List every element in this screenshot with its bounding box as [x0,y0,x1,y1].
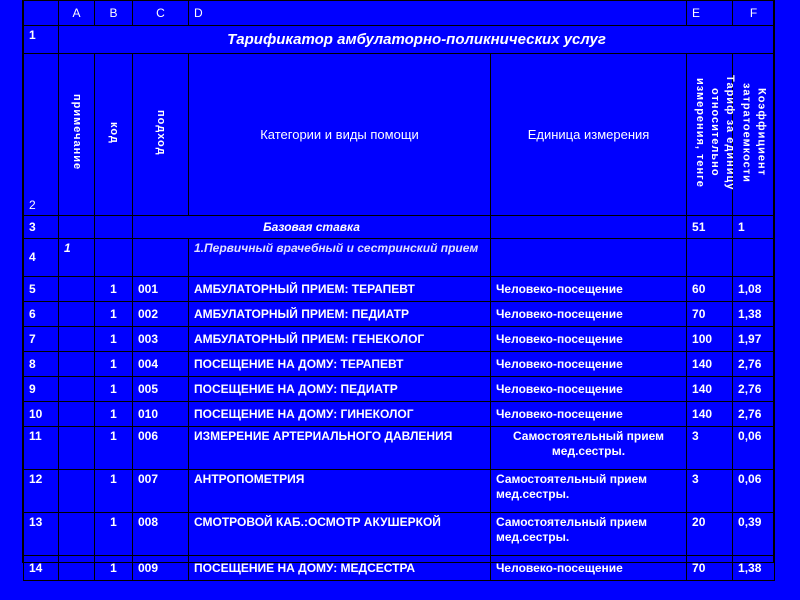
corner-cell[interactable] [24,1,59,26]
tariff-cell[interactable]: 3 [687,427,733,470]
row-number[interactable]: 10 [24,402,59,427]
approach-cell[interactable]: 004 [133,352,189,377]
tariff-cell[interactable]: 3 [687,470,733,513]
category-cell[interactable]: ПОСЕЩЕНИЕ НА ДОМУ: МЕДСЕСТРА [189,556,491,581]
category-cell[interactable]: АМБУЛАТОРНЫЙ ПРИЕМ: ГЕНЕКОЛОГ [189,327,491,352]
column-header-c[interactable]: C [133,1,189,26]
header-code-text: код [108,121,120,144]
section-title[interactable]: 1.Первичный врачебный и сестринский прием [189,239,491,277]
note-cell[interactable] [59,277,95,302]
code-cell[interactable]: 1 [95,352,133,377]
category-cell[interactable]: ИЗМЕРЕНИЕ АРТЕРИАЛЬНОГО ДАВЛЕНИЯ [189,427,491,470]
base-rate-coefficient[interactable]: 1 [733,216,775,239]
approach-cell[interactable]: 009 [133,556,189,581]
note-cell[interactable] [59,327,95,352]
headers-row [24,54,775,216]
column-header-f[interactable]: F [733,1,775,26]
approach-cell[interactable]: 001 [133,277,189,302]
header-approach [133,54,189,216]
approach-cell[interactable]: 007 [133,470,189,513]
header-coefficient [733,54,775,216]
table-row [24,556,775,581]
unit-cell[interactable]: Самостоятельный прием мед.сестры. [491,513,687,556]
table-row [24,470,775,513]
base-rate-label[interactable]: Базовая ставка [133,216,491,239]
tariff-cell[interactable]: 60 [687,277,733,302]
approach-cell[interactable]: 010 [133,402,189,427]
code-cell[interactable]: 1 [95,470,133,513]
header-tariff-text: Тариф за единицу относительно измерения, тенге [694,74,737,191]
tariff-cell[interactable]: 140 [687,377,733,402]
column-header-e[interactable]: E [687,1,733,26]
unit-cell[interactable]: Человеко-посещение [491,302,687,327]
section-code[interactable]: 1 [59,239,95,277]
unit-cell[interactable]: Человеко-посещение [491,402,687,427]
category-cell[interactable]: ПОСЕЩЕНИЕ НА ДОМУ: ПЕДИАТР [189,377,491,402]
row-number[interactable]: 9 [24,377,59,402]
unit-cell[interactable]: Человеко-посещение [491,327,687,352]
row-number[interactable]: 4 [24,239,59,277]
table-row [24,427,775,470]
note-cell[interactable] [59,470,95,513]
row-number[interactable]: 13 [24,513,59,556]
cell[interactable] [491,239,687,277]
code-cell[interactable]: 1 [95,556,133,581]
tariff-cell[interactable]: 100 [687,327,733,352]
unit-cell[interactable]: Человеко-посещение [491,377,687,402]
cell[interactable] [59,216,95,239]
section-row [24,239,775,277]
row-number[interactable]: 3 [24,216,59,239]
row-number[interactable]: 7 [24,327,59,352]
cell[interactable] [687,239,733,277]
header-unit: Единица измерения [491,54,687,216]
code-cell[interactable]: 1 [95,302,133,327]
coefficient-cell[interactable]: 2,76 [733,402,775,427]
tariff-cell[interactable]: 140 [687,402,733,427]
tariff-cell[interactable]: 70 [687,302,733,327]
note-cell[interactable] [59,402,95,427]
category-cell[interactable]: ПОСЕЩЕНИЕ НА ДОМУ: ГИНЕКОЛОГ [189,402,491,427]
row-number[interactable]: 2 [24,54,59,216]
row-number[interactable]: 11 [24,427,59,470]
base-rate-row [24,216,775,239]
table-row [24,402,775,427]
header-approach-text: подход [155,109,167,156]
unit-cell[interactable]: Самостоятельный прием мед.сестры. [491,470,687,513]
approach-cell[interactable]: 002 [133,302,189,327]
code-cell[interactable]: 1 [95,377,133,402]
cell[interactable] [491,216,687,239]
row-number[interactable]: 8 [24,352,59,377]
note-cell[interactable] [59,427,95,470]
code-cell[interactable]: 1 [95,427,133,470]
header-note [59,54,95,216]
column-header-a[interactable]: A [59,1,95,26]
tariff-cell[interactable]: 20 [687,513,733,556]
row-number[interactable]: 5 [24,277,59,302]
cell[interactable] [95,216,133,239]
note-cell[interactable] [59,302,95,327]
table-row [24,352,775,377]
unit-cell[interactable]: Человеко-посещение [491,277,687,302]
coefficient-cell[interactable]: 2,76 [733,352,775,377]
base-rate-tariff[interactable]: 51 [687,216,733,239]
unit-cell[interactable]: Самостоятельный прием мед.сестры. [491,427,687,470]
code-cell[interactable]: 1 [95,402,133,427]
table-row [24,327,775,352]
header-category: Категории и виды помощи [189,54,491,216]
coefficient-cell[interactable]: 2,76 [733,377,775,402]
header-note-text: примечание [71,94,83,171]
data-rows [24,277,775,581]
category-cell[interactable]: АНТРОПОМЕТРИЯ [189,470,491,513]
note-cell[interactable] [59,556,95,581]
coefficient-cell[interactable]: 0,06 [733,470,775,513]
table-title: Тарификатор амбулаторно-поликнических услуг [59,26,775,54]
category-cell[interactable]: СМОТРОВОЙ КАБ.:ОСМОТР АКУШЕРКОЙ [189,513,491,556]
code-cell[interactable]: 1 [95,277,133,302]
table-row [24,302,775,327]
header-code [95,54,133,216]
table-row [24,513,775,556]
row-number[interactable]: 14 [24,556,59,581]
approach-cell[interactable]: 005 [133,377,189,402]
tariff-cell[interactable]: 70 [687,556,733,581]
tariff-cell[interactable]: 140 [687,352,733,377]
title-row [24,26,775,54]
column-header-b[interactable]: B [95,1,133,26]
row-number[interactable]: 1 [24,26,59,54]
unit-cell[interactable]: Человеко-посещение [491,352,687,377]
tariff-table [23,0,775,581]
coefficient-cell[interactable]: 1,97 [733,327,775,352]
unit-cell[interactable]: Человеко-посещение [491,556,687,581]
note-cell[interactable] [59,377,95,402]
note-cell[interactable] [59,352,95,377]
row-number[interactable]: 12 [24,470,59,513]
category-cell[interactable]: АМБУЛАТОРНЫЙ ПРИЕМ: ПЕДИАТР [189,302,491,327]
cell[interactable] [133,239,189,277]
coefficient-cell[interactable]: 1,38 [733,556,775,581]
cell[interactable] [95,239,133,277]
row-number[interactable]: 6 [24,302,59,327]
coefficient-cell[interactable]: 0,39 [733,513,775,556]
code-cell[interactable]: 1 [95,513,133,556]
table-row [24,377,775,402]
category-cell[interactable]: ПОСЕЩЕНИЕ НА ДОМУ: ТЕРАПЕВТ [189,352,491,377]
approach-cell[interactable]: 003 [133,327,189,352]
category-cell[interactable]: АМБУЛАТОРНЫЙ ПРИЕМ: ТЕРАПЕВТ [189,277,491,302]
coefficient-cell[interactable]: 1,08 [733,277,775,302]
table-row [24,277,775,302]
coefficient-cell[interactable]: 1,38 [733,302,775,327]
column-header-row [24,1,775,26]
approach-cell[interactable]: 008 [133,513,189,556]
cell[interactable] [733,239,775,277]
note-cell[interactable] [59,513,95,556]
header-tariff [687,54,737,216]
code-cell[interactable]: 1 [95,327,133,352]
coefficient-cell[interactable]: 0,06 [733,427,775,470]
header-coefficient-text: Коэффициент затратоемкости [740,82,768,183]
approach-cell[interactable]: 006 [133,427,189,470]
column-header-d[interactable]: D [189,1,687,26]
spreadsheet [22,0,774,575]
